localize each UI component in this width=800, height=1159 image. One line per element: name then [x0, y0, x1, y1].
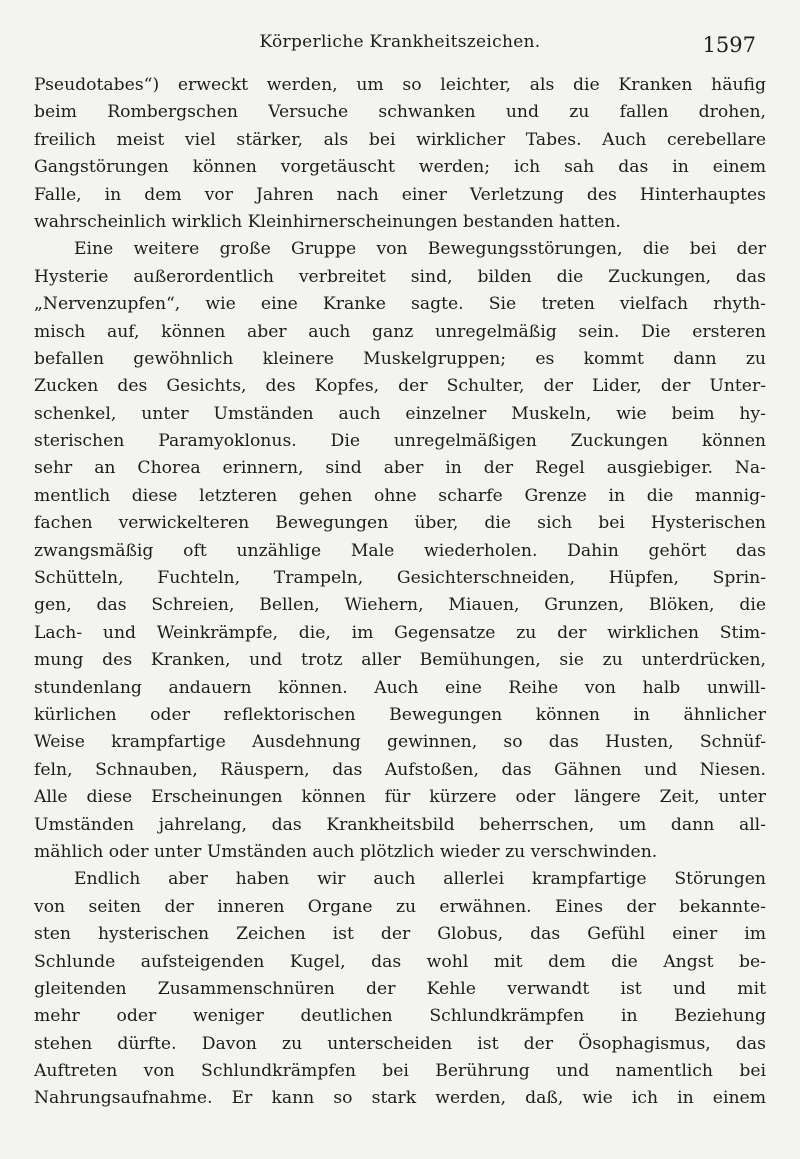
text-line: Nahrungsaufnahme. Er kann so stark werden, daß, wie ich in einem [34, 1088, 766, 1109]
text-line: von seiten der inneren Organe zu erwähnen. Eines der bekannte- [34, 896, 766, 917]
text-line: misch auf, können aber auch ganz unregelmäßig sein. Die ersteren [34, 321, 766, 342]
text-line: fachen verwickelteren Bewegungen über, die sich bei Hysterischen [34, 513, 766, 534]
text-line: wahrscheinlich wirklich Kleinhirnerscheinungen bestanden hatten. [34, 211, 621, 232]
text-line: sterischen Paramyoklonus. Die unregelmäßigen Zuckungen können [34, 431, 766, 452]
text-line: Schütteln, Fuchteln, Trampeln, Gesichterschneiden, Hüpfen, Sprin- [34, 568, 766, 589]
text-line: stehen dürfte. Davon zu unterscheiden ist der Ösophagismus, das [34, 1033, 766, 1054]
text-line: gen, das Schreien, Bellen, Wiehern, Miauen, Grunzen, Blöken, die [34, 595, 766, 616]
text-line: Falle, in dem vor Jahren nach einer Verletzung des Hinterhauptes [34, 184, 766, 205]
text-line: mählich oder unter Umständen auch plötzlich wieder zu verschwinden. [34, 841, 658, 862]
page-number: 1597 [702, 33, 756, 57]
text-line: Umständen jahrelang, das Krankheitsbild beherrschen, um dann all- [34, 814, 766, 835]
text-line: sehr an Chorea erinnern, sind aber in der Regel ausgiebiger. Na- [34, 458, 766, 479]
text-line: Gangstörungen können vorgetäuscht werden; ich sah das in einem [34, 157, 766, 178]
text-line: gleitenden Zusammenschnüren der Kehle verwandt ist und mit [34, 978, 766, 999]
text-line: Auftreten von Schlundkrämpfen bei Berührung und namentlich bei [34, 1061, 766, 1082]
text-line: schenkel, unter Umständen auch einzelner Muskeln, wie beim hy- [34, 403, 766, 424]
text-line: Pseudotabes“) erweckt werden, um so leichter, als die Kranken häufig [34, 75, 766, 95]
text-line: stundenlang andauern können. Auch eine Reihe von halb unwill- [34, 677, 766, 698]
text-line: mehr oder weniger deutlichen Schlundkrämpfen in Beziehung [34, 1006, 766, 1027]
text-line: sten hysterischen Zeichen ist der Globus, das Gefühl einer im [34, 924, 766, 945]
text-line: „Nervenzupfen“, wie eine Kranke sagte. Sie treten vielfach rhyth- [34, 294, 766, 315]
text-line: befallen gewöhnlich kleinere Muskelgruppen; es kommt dann zu [34, 348, 766, 369]
text-line: Lach- und Weinkrämpfe, die, im Gegensatze zu der wirklichen Stim- [34, 622, 766, 643]
text-line: zwangsmäßig oft unzählige Male wiederholen. Dahin gehört das [34, 540, 766, 561]
body-text [34, 72, 766, 1113]
text-line: mung des Kranken, und trotz aller Bemühungen, sie zu unterdrücken, [34, 650, 766, 671]
text-line: kürlichen oder reflektorischen Bewegungen können in ähnlicher [34, 704, 766, 725]
text-line: Endlich aber haben wir auch allerlei krampfartige Störungen [74, 869, 766, 890]
text-line: Eine weitere große Gruppe von Bewegungsstörungen, die bei der [74, 239, 766, 260]
text-line: Weise krampfartige Ausdehnung gewinnen, so das Husten, Schnüf- [34, 732, 766, 753]
text-line: freilich meist viel stärker, als bei wirklicher Tabes. Auch cerebellare [34, 129, 766, 150]
text-line: Hysterie außerordentlich verbreitet sind, bilden die Zuckungen, das [34, 266, 766, 287]
text-line: Zucken des Gesichts, des Kopfes, der Schulter, der Lider, der Unter- [34, 376, 766, 397]
running-title: Körperliche Krankheitszeichen. [259, 32, 541, 52]
text-line: feln, Schnauben, Räuspern, das Aufstoßen, das Gähnen und Niesen. [34, 759, 766, 780]
text-line: mentlich diese letzteren gehen ohne scharfe Grenze in die mannig- [34, 485, 766, 506]
text-line: Schlunde aufsteigenden Kugel, das wohl mit dem die Angst be- [34, 951, 766, 972]
text-line: Alle diese Erscheinungen können für kürzere oder längere Zeit, unter [34, 787, 766, 808]
text-line: beim Rombergschen Versuche schwanken und zu fallen drohen, [34, 102, 766, 123]
